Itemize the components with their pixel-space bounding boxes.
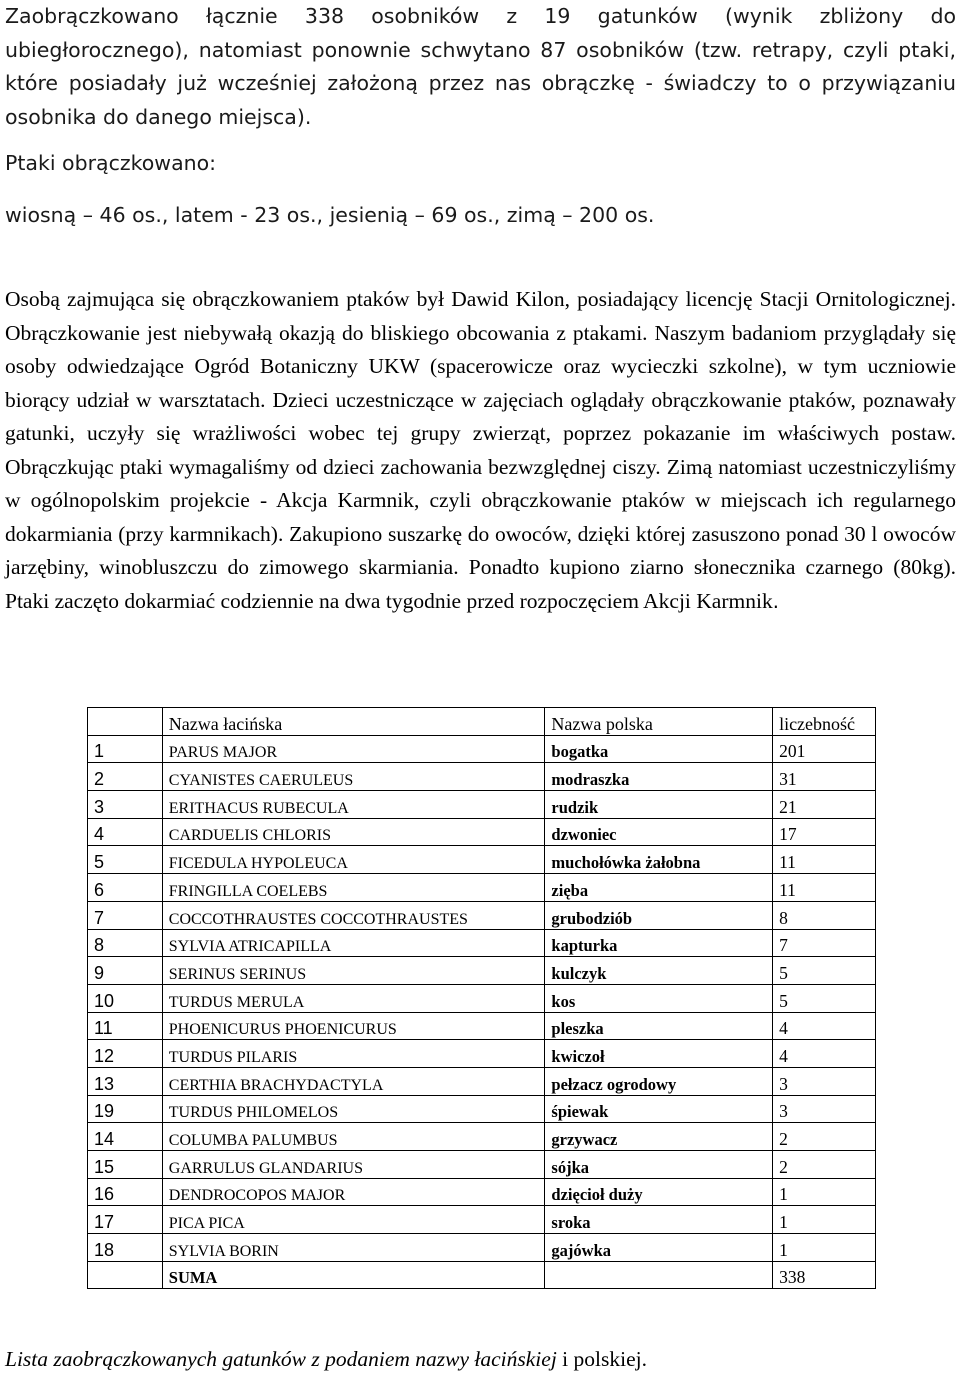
- latin-name-cell: SERINUS SERINUS: [162, 957, 545, 985]
- table-row: [88, 818, 876, 846]
- table-row: [88, 791, 876, 819]
- polish-name-cell: sroka: [545, 1206, 773, 1234]
- count-cell: 1: [773, 1234, 876, 1262]
- table-row: [88, 1040, 876, 1068]
- table-row: [88, 874, 876, 902]
- row-number-cell: 15: [88, 1151, 163, 1179]
- table-row: [88, 957, 876, 985]
- activities-paragraph: [5, 283, 956, 618]
- row-number-cell: 1: [88, 735, 163, 763]
- table-row: [88, 1095, 876, 1123]
- row-number-cell: 4: [88, 818, 163, 846]
- polish-name-cell: pełzacz ogrodowy: [545, 1067, 773, 1095]
- polish-name-cell: kwiczoł: [545, 1040, 773, 1068]
- latin-name-cell: DENDROCOPOS MAJOR: [162, 1178, 545, 1206]
- count-cell: 2: [773, 1151, 876, 1179]
- count-cell: 4: [773, 1040, 876, 1068]
- table-row: [88, 1234, 876, 1262]
- polish-name-cell: gajówka: [545, 1234, 773, 1262]
- count-cell: 4: [773, 1012, 876, 1040]
- latin-name-cell: PARUS MAJOR: [162, 735, 545, 763]
- latin-name-cell: CARDUELIS CHLORIS: [162, 818, 545, 846]
- ringing-summary-paragraph: Zaobrączkowano łącznie 338 osobników z 19 gatunków (wynik zbliżony do ubiegłorocznego), natomiast ponownie schwytano 87 osobników (tzw. retrapy, czyli ptaki, które posiadały już wcześniej założoną przez nas obrączkę - świadczy to o przywiązaniu osobnika do danego miejsca).: [5, 4, 956, 129]
- count-cell: 11: [773, 874, 876, 902]
- latin-name-cell: COLUMBA PALUMBUS: [162, 1123, 545, 1151]
- table-row: [88, 1178, 876, 1206]
- latin-name-cell: ERITHACUS RUBECULA: [162, 791, 545, 819]
- polish-name-cell: kapturka: [545, 929, 773, 957]
- latin-name-cell: CERTHIA BRACHYDACTYLA: [162, 1067, 545, 1095]
- header-number: [88, 708, 163, 736]
- latin-name-cell: TURDUS MERULA: [162, 984, 545, 1012]
- row-number-cell: 12: [88, 1040, 163, 1068]
- sum-value-cell: 338: [773, 1261, 876, 1289]
- polish-name-cell: pleszka: [545, 1012, 773, 1040]
- row-number-cell: 3: [88, 791, 163, 819]
- table-row: [88, 1206, 876, 1234]
- count-cell: 2: [773, 1123, 876, 1151]
- row-number-cell: 5: [88, 846, 163, 874]
- table-row: [88, 901, 876, 929]
- table-row: [88, 1067, 876, 1095]
- row-number-cell: 16: [88, 1178, 163, 1206]
- ringed-species-table: [87, 707, 876, 1289]
- latin-name-cell: SYLVIA ATRICAPILLA: [162, 929, 545, 957]
- activities-text-part-1: Osobą zajmująca się obrączkowaniem ptaków był Dawid Kilon, posiadający licencję Stacji Ornitologicznej. Obrączkowanie jest niebywałą okazją do bliskiego obcowania z ptakami. Naszym badaniom przyglądały się osoby odwiedzające Ogród Botaniczny UKW (spacerowicze oraz wycieczki szkolne), w tym uczniowie biorący udział w warsztatach.: [5, 287, 956, 412]
- latin-name-cell: FRINGILLA COELEBS: [162, 874, 545, 902]
- polish-name-cell: rudzik: [545, 791, 773, 819]
- table-row: [88, 929, 876, 957]
- table-row: [88, 1151, 876, 1179]
- count-cell: 5: [773, 957, 876, 985]
- table-row: [88, 984, 876, 1012]
- count-cell: 21: [773, 791, 876, 819]
- sum-empty-cell: [88, 1261, 163, 1289]
- count-cell: 11: [773, 846, 876, 874]
- table-row: [88, 735, 876, 763]
- activities-text-end: .: [772, 589, 779, 613]
- polish-name-cell: kulczyk: [545, 957, 773, 985]
- polish-name-cell: śpiewak: [545, 1095, 773, 1123]
- count-cell: 1: [773, 1206, 876, 1234]
- birds-ringed-intro: Ptaki obrączkowano:: [5, 151, 217, 175]
- row-number-cell: 18: [88, 1234, 163, 1262]
- activities-text-part-2: Dzieci uczestniczące w zajęciach oglądały obrączkowanie ptaków, poznawały gatunki, uczyły się wrażliwości wobec tej grupy zwierząt, poprzez pokazanie im właściwych postaw. Obrączkując ptaki wymagaliśmy od dzieci zachowania bezwzględnej ciszy. Zimą natomiast uczestniczyliśmy w ogólnopolskim projekcie - Akcja Karmnik, czyli obrączkowanie ptaków w miejscach ich regularnego dokarmiania (przy karmnikach). Zakupiono suszarkę do owoców, dzięki której zasuszono ponad 30 l owoców jarzębiny, winobluszczu do zimowego skarmiania. Ponadto kupiono ziarno słonecznika czarnego (80kg). Ptaki zaczęto dokarmiać codziennie na dwa tygodnie przed rozpoczęciem Akcji Karmnik: [5, 387, 957, 613]
- latin-name-cell: GARRULUS GLANDARIUS: [162, 1151, 545, 1179]
- row-number-cell: 10: [88, 984, 163, 1012]
- count-cell: 7: [773, 929, 876, 957]
- latin-name-cell: COCCOTHRAUSTES COCCOTHRAUSTES: [162, 901, 545, 929]
- row-number-cell: 6: [88, 874, 163, 902]
- count-cell: 8: [773, 901, 876, 929]
- polish-name-cell: dzięcioł duży: [545, 1178, 773, 1206]
- latin-name-cell: PHOENICURUS PHOENICURUS: [162, 1012, 545, 1040]
- polish-name-cell: muchołówka żałobna: [545, 846, 773, 874]
- table-row: [88, 763, 876, 791]
- polish-name-cell: kos: [545, 984, 773, 1012]
- polish-name-cell: grubodziób: [545, 901, 773, 929]
- caption-italic-text: Lista zaobrączkowanych gatunków z podaniem nazwy łacińskiej: [5, 1347, 557, 1371]
- latin-name-cell: PICA PICA: [162, 1206, 545, 1234]
- polish-name-cell: dzwoniec: [545, 818, 773, 846]
- table-row: [88, 1123, 876, 1151]
- count-cell: 1: [773, 1178, 876, 1206]
- row-number-cell: 17: [88, 1206, 163, 1234]
- count-cell: 3: [773, 1067, 876, 1095]
- polish-name-cell: bogatka: [545, 735, 773, 763]
- latin-name-cell: TURDUS PILARIS: [162, 1040, 545, 1068]
- count-cell: 5: [773, 984, 876, 1012]
- row-number-cell: 8: [88, 929, 163, 957]
- caption-regular-text: i polskiej.: [556, 1347, 647, 1371]
- count-cell: 17: [773, 818, 876, 846]
- table-row: [88, 846, 876, 874]
- row-number-cell: 19: [88, 1095, 163, 1123]
- header-polish-name: Nazwa polska: [545, 708, 773, 736]
- latin-name-cell: FICEDULA HYPOLEUCA: [162, 846, 545, 874]
- row-number-cell: 2: [88, 763, 163, 791]
- count-cell: 201: [773, 735, 876, 763]
- row-number-cell: 13: [88, 1067, 163, 1095]
- table-row: [88, 1012, 876, 1040]
- count-cell: 3: [773, 1095, 876, 1123]
- header-latin-name: Nazwa łacińska: [162, 708, 545, 736]
- row-number-cell: 14: [88, 1123, 163, 1151]
- polish-name-cell: grzywacz: [545, 1123, 773, 1151]
- row-number-cell: 7: [88, 901, 163, 929]
- table-header-row: [88, 708, 876, 736]
- header-count: liczebność: [773, 708, 876, 736]
- sum-label-cell: SUMA: [162, 1261, 545, 1289]
- row-number-cell: 9: [88, 957, 163, 985]
- sum-empty-cell: [545, 1261, 773, 1289]
- latin-name-cell: SYLVIA BORIN: [162, 1234, 545, 1262]
- polish-name-cell: modraszka: [545, 763, 773, 791]
- polish-name-cell: zięba: [545, 874, 773, 902]
- seasonal-counts-line: wiosną – 46 os., latem - 23 os., jesienią – 69 os., zimą – 200 os.: [5, 203, 655, 227]
- count-cell: 31: [773, 763, 876, 791]
- row-number-cell: 11: [88, 1012, 163, 1040]
- polish-name-cell: sójka: [545, 1151, 773, 1179]
- table-sum-row: [88, 1261, 876, 1289]
- latin-name-cell: CYANISTES CAERULEUS: [162, 763, 545, 791]
- latin-name-cell: TURDUS PHILOMELOS: [162, 1095, 545, 1123]
- table-caption: [5, 1347, 647, 1372]
